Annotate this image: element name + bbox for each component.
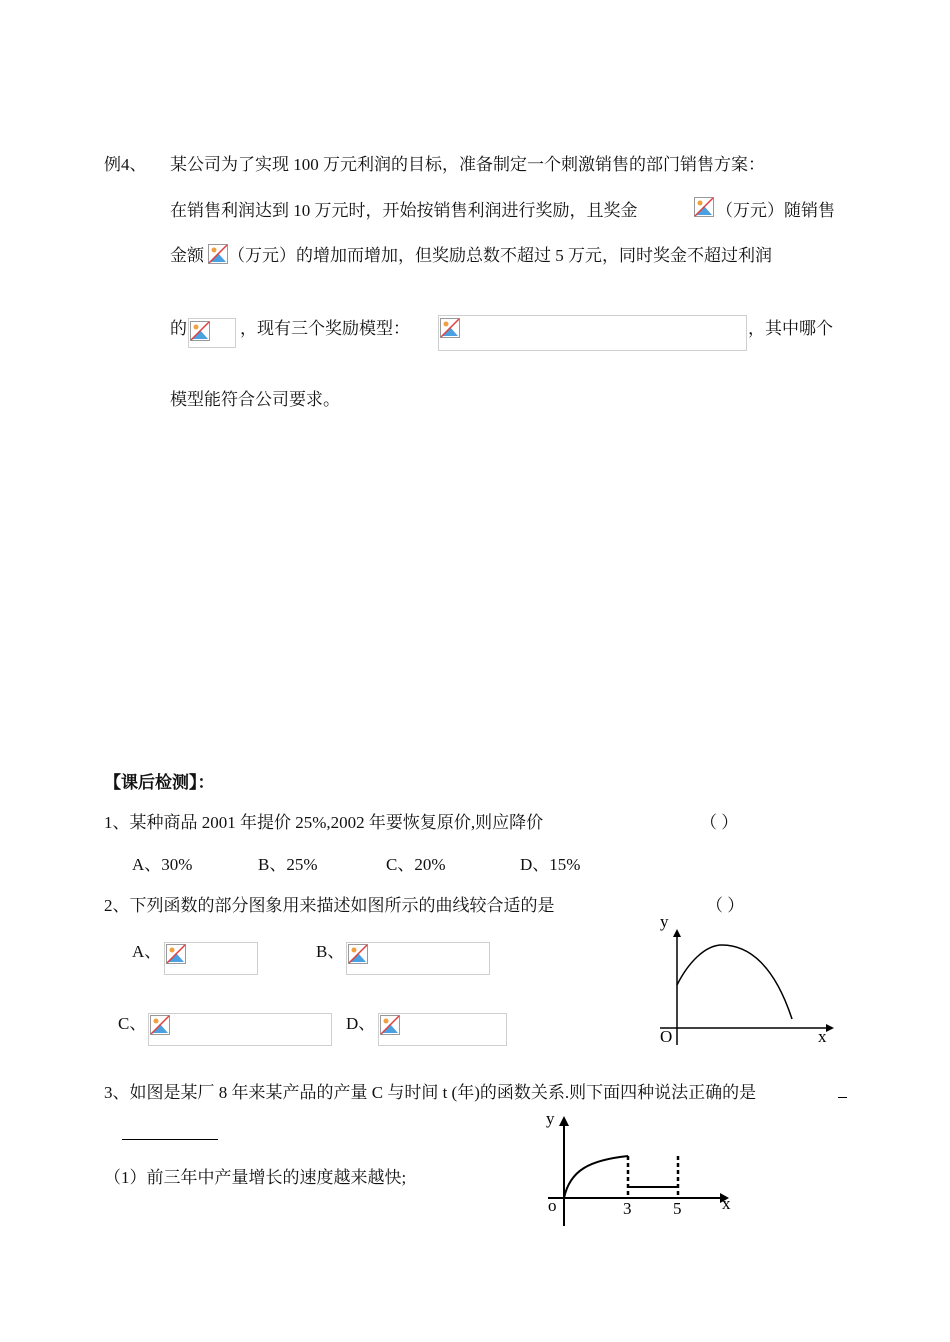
- broken-image-icon: [208, 244, 228, 264]
- broken-image-icon: [166, 944, 186, 964]
- formula-placeholder: [438, 315, 747, 351]
- growth-curve: [564, 1156, 628, 1198]
- tick-label-3: 3: [623, 1199, 632, 1218]
- example-line-3a: 金额: [170, 246, 204, 265]
- q2-option-a-label: A、: [132, 942, 162, 961]
- y-axis-arrow: [673, 929, 681, 937]
- origin-label: o: [548, 1196, 557, 1215]
- q1-option-a: A、30%: [132, 855, 193, 874]
- curve: [677, 945, 792, 1019]
- q2-stem: 2、下列函数的部分图象用来描述如图所示的曲线较合适的是: [104, 896, 555, 915]
- q2-curve-graph: [640, 905, 840, 1050]
- example-line-2a: 在销售利润达到 10 万元时，开始按销售利润进行奖励，且奖金: [170, 201, 638, 220]
- example-label: 例4、: [104, 155, 147, 174]
- y-axis-label: y: [546, 1109, 555, 1128]
- broken-image-icon: [190, 321, 210, 341]
- example-line-1: 某公司为了实现 100 万元利润的目标，准备制定一个刺激销售的部门销售方案：: [170, 155, 765, 174]
- example-line-4c: ，其中哪个: [748, 319, 833, 338]
- q3-answer-blank: [838, 1097, 847, 1098]
- y-axis-arrow: [559, 1116, 569, 1126]
- q1-option-c: C、20%: [386, 855, 446, 874]
- tick-label-5: 5: [673, 1199, 682, 1218]
- example-line-3b: （万元）的增加而增加，但奖励总数不超过 5 万元，同时奖金不超过利润: [228, 246, 772, 265]
- broken-image-icon: [380, 1015, 400, 1035]
- x-axis-label: x: [818, 1027, 827, 1046]
- q2-option-d-label: D、: [346, 1014, 376, 1033]
- section-title: 【课后检测】：: [104, 773, 215, 792]
- example-line-4b: ，现有三个奖励模型：: [240, 319, 410, 338]
- broken-image-icon: [694, 197, 714, 217]
- example-line-5: 模型能符合公司要求。: [170, 390, 340, 409]
- q2-option-c-formula: [148, 1013, 332, 1046]
- y-axis-label: y: [660, 912, 669, 931]
- q3-item-1: （1）前三年中产量增长的速度越来越快;: [104, 1168, 407, 1187]
- broken-image-icon: [150, 1015, 170, 1035]
- q3-production-graph: [530, 1100, 765, 1230]
- q2-option-b-label: B、: [316, 942, 345, 961]
- q1-option-b: B、25%: [258, 855, 318, 874]
- q1-option-d: D、15%: [520, 855, 581, 874]
- example-line-4a: 的: [170, 319, 187, 338]
- x-axis-arrow: [826, 1024, 834, 1032]
- origin-label: O: [660, 1027, 673, 1046]
- q2-answer-paren: （ ）: [706, 896, 745, 915]
- broken-image-icon: [440, 318, 460, 338]
- q2-option-c-label: C、: [118, 1014, 147, 1033]
- x-axis-label: x: [722, 1194, 731, 1213]
- example-line-2b: （万元）随销售: [716, 201, 835, 220]
- broken-image-icon: [348, 944, 368, 964]
- q1-answer-paren: （ ）: [700, 813, 739, 832]
- q3-answer-blank-line: [122, 1139, 218, 1140]
- q1-stem: 1、某种商品 2001 年提价 25%,2002 年要恢复原价,则应降价: [104, 813, 544, 832]
- q3-stem: 3、如图是某厂 8 年来某产品的产量 C 与时间 t (年)的函数关系.则下面四种说法正确的是: [104, 1083, 757, 1102]
